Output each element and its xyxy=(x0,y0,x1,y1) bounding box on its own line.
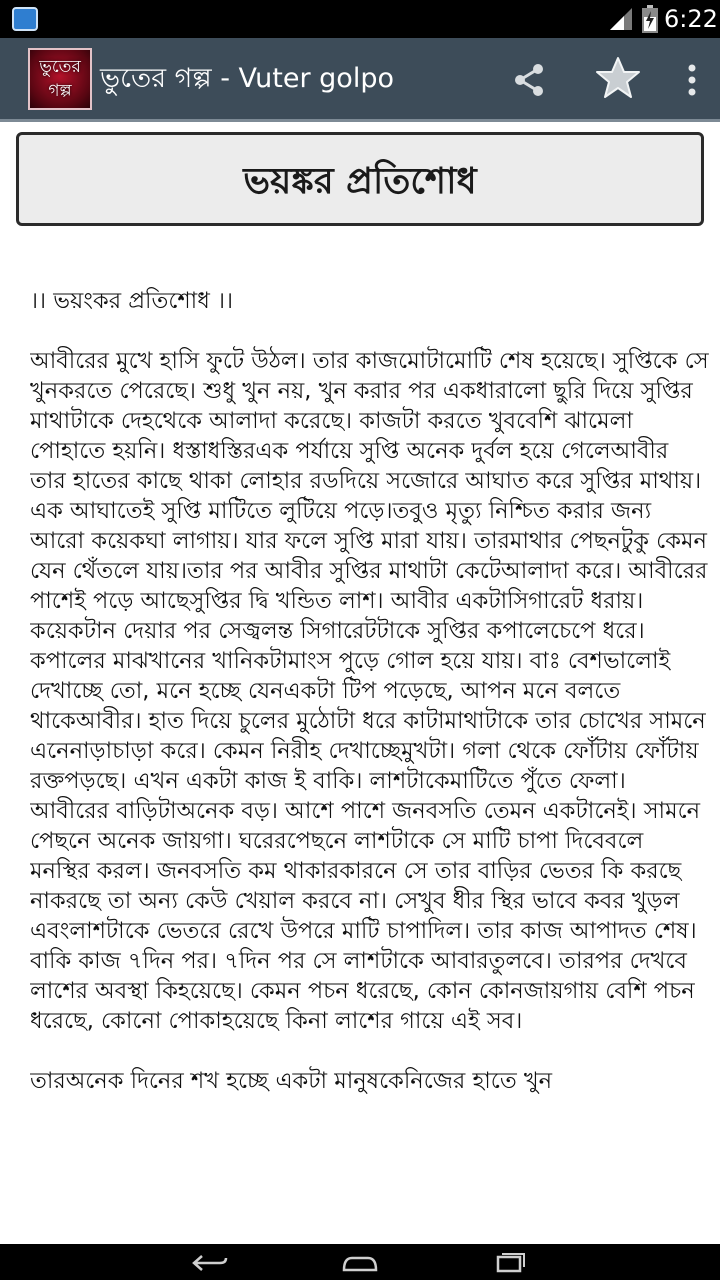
star-icon[interactable] xyxy=(594,54,642,102)
story-paragraph: তারঅনেক দিনের শখ হচ্ছে একটা মানুষকেনিজের হাতে খুন xyxy=(30,1068,553,1094)
logo-text-line2: গল্প xyxy=(48,81,72,101)
story-title-card xyxy=(16,132,704,226)
notification-icon xyxy=(12,7,38,31)
logo-text-line1: ভুতের xyxy=(39,57,81,77)
navigation-bar xyxy=(0,1244,720,1280)
app-logo[interactable] xyxy=(28,48,92,110)
overflow-menu-icon[interactable] xyxy=(672,60,712,100)
home-icon[interactable] xyxy=(340,1252,380,1274)
recents-icon[interactable] xyxy=(490,1252,530,1274)
story-heading: ।। ভয়ংকর প্রতিশোধ ।। xyxy=(30,288,234,314)
story-body[interactable] xyxy=(30,286,710,1246)
battery-icon xyxy=(642,5,658,33)
back-icon[interactable] xyxy=(190,1252,230,1274)
action-bar xyxy=(0,38,720,122)
story-paragraph: আবীরের মুখে হাসি ফুটে উঠল। তার কাজমোটামোটি শেষ হয়েছে। সুপ্তিকে সে খুনকরতে পেরেছে। শুধু খুন নয়, খুন করার পর একধারালো ছুরি দিয়ে সুপ্তির মাথাটাকে দেহথেকে আলাদা করেছে। কাজটা করতে খুববেশি ঝামেলা পোহাতে হয়নি। ধস্তাধস্তিরএক পর্যায়ে সুপ্তি অনেক দুর্বল হয়ে গেলেআবীর তার হাতের কাছে থাকা লোহার রডদিয়ে সজোরে আঘাত করে সুপ্তির মাথায়।এক আঘাতেই সুপ্তি মাটিতে লুটিয়ে পড়ে।তবুও মৃত্যু নিশ্চিত করার জন্য আরো কয়েকঘা লাগায়। যার ফলে সুপ্তি মারা যায়। তারমাথার পেছনটুকু কেমন যেন থেঁতলে যায়।তার পর আবীর সুপ্তির মাথাটা কেটেআলাদা করে। আবীরের পাশেই পড়ে আছেসুপ্তির দ্বি খন্ডিত লাশ। আবীর একটাসিগারেট ধরায়। কয়েকটান দেয়ার পর সেজ্বলন্ত সিগারেটটাকে সুপ্তির কপালেচেপে ধরে। কপালের মাঝখানের খানিকটামাংস পুড়ে গোল হয়ে যায়। বাঃ বেশভালোই দেখাচ্ছে তো, মনে হচ্ছে যেনএকটা টিপ পড়েছে, আপন মনে বলতে থাকেআবীর। হাত দিয়ে চুলের মুঠোটা ধরে কাটামাথাটাকে তার চোখের সামনে এনেনাড়াচাড়া করে। কেমন নিরীহ দেখাচ্ছেমুখটা। গলা থেকে ফোঁটায় ফোঁটায় রক্তপড়ছে। এখন একটা কাজ ই বাকি। লাশটাকেমাটিতে পুঁতে ফেলা। আবীরের বাড়িটাঅনেক বড়। আশে পাশে জনবসতি তেমন একটানেই। সামনে পেছনে অনেক জায়গা। ঘরেরপেছনে লাশটাকে সে মাটি চাপা দিবেবলে মনস্থির করল। জনবসতি কম থাকারকারনে সে তার বাড়ির ভেতর কি করছে নাকরছে তা অন্য কেউ খেয়াল করবে না। সেখুব ধীর স্থির ভাবে কবর খুড়ল এবংলাশটাকে ভেতরে রেখে উপরে মাটি চাপাদিল। তার কাজ আপাদত শেষ। বাকি কাজ ৭দিন পর। ৭দিন পর সে লাশটাকে আবারতুলবে। তারপর দেখবে লাশের অবস্থা কিহয়েছে। কেমন পচন ধরেছে, কোন কোনজায়গায় বেশি পচন ধরেছে, কোনো পোকাহয়েছে কিনা লাশের গায়ে এই সব। xyxy=(30,348,709,1034)
app-title: ভুতের গল্প - Vuter golpo xyxy=(100,63,394,94)
clock: 6:22 xyxy=(664,5,718,33)
signal-icon xyxy=(608,6,634,32)
status-bar xyxy=(0,0,720,38)
share-icon[interactable] xyxy=(510,60,550,100)
story-title: ভয়ঙ্কর প্রতিশোধ xyxy=(243,161,477,202)
